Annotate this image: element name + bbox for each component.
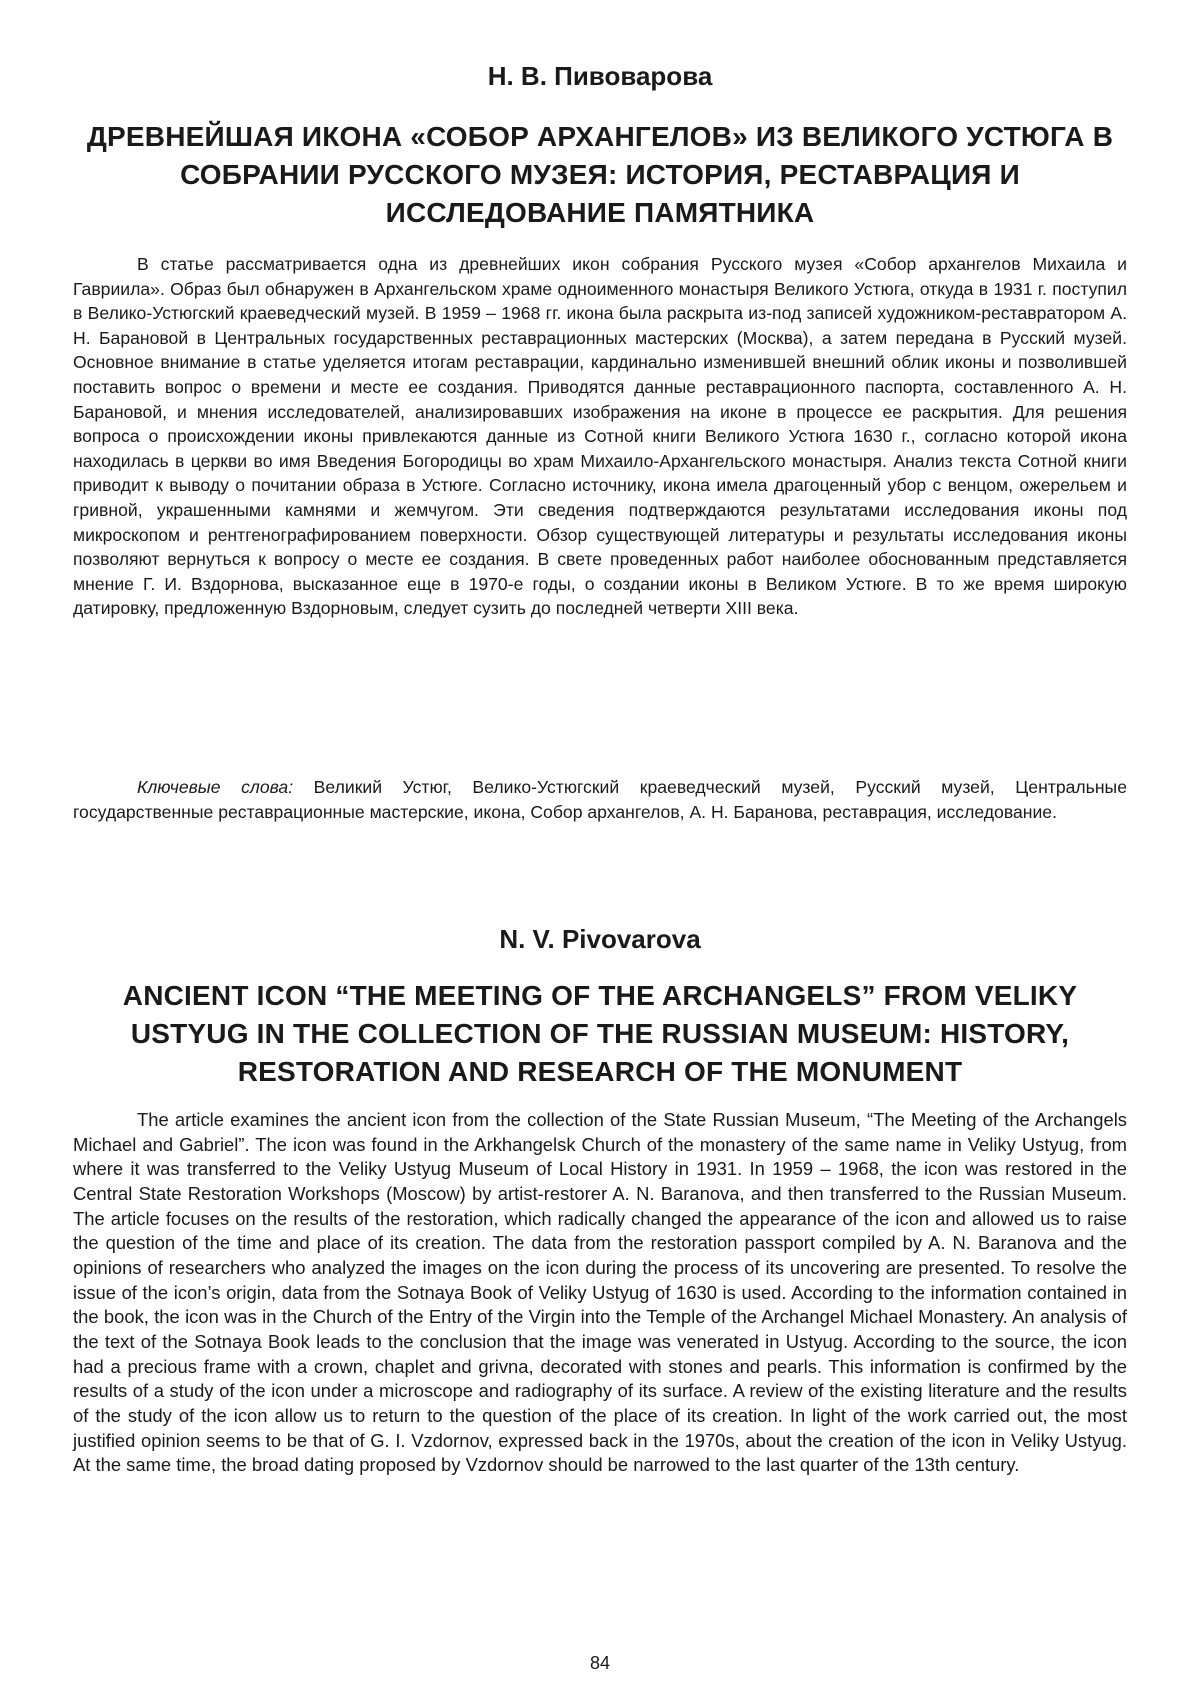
russian-abstract: В статье рассматривается одна из древнейших икон собрания Русского музея «Собор архангелов Михаила и Гавриила». Образ был обнаружен в Архангельском храме одноименного монастыря Великого Устюга, откуда в 1931 г. поступил в Велико-Устюгский краеведческий музей. В 1959 – 1968 гг. икона была раскрыта из-под записей художником-реставратором А. Н. Барановой в Центральных государственных реставрационных мастерских (Москва), а затем передана в Русский музей. Основное внимание в статье уделяется итогам реставрации, кардинально изменившей внешний облик иконы и позволившей поставить вопрос о времени и месте ее создания. Приводятся данные реставрационного паспорта, составленного А. Н. Барановой, и мнения исследователей, анализировавших изображения на иконе в процессе ее раскрытия. Для решения вопроса о происхождении иконы привлекаются данные из Сотной книги Великого Устюга 1630 г., согласно которой икона находилась в церкви во имя Введения Богородицы во храм Михаило-Архангельского монастыря. Анализ текста Сотной книги приводит к выводу о почитании образа в Устюге. Согласно источнику, икона имела драгоценный убор с венцом, ожерельем и гривной, украшенными камнями и жемчугом. Эти сведения подтверждаются результатами исследования иконы под микроскопом и рентгенографированием поверхности. Обзор существующей литературы и результаты исследования иконы позволяют вернуться к вопросу о месте ее создания. В свете проведенных работ наиболее обоснованным представляется мнение Г. И. Вздорнова, высказанное еще в 1970-е годы, о создании иконы в Великом Устюге. В то же время широкую датировку, предложенную Вздорновым, следует сузить до последней четверти XIII века. [73,254,1127,619]
english-abstract: The article examines the ancient icon from the collection of the State Russian Museum, “The Meeting of the Archangels Michael and Gabriel”. The icon was found in the Arkhangelsk Church of the monastery of the same name in Veliky Ustyug, from where it was transferred to the Veliky Ustyug Museum of Local History in 1931. In 1959 – 1968, the icon was restored in the Central State Restoration Workshops (Moscow) by artist-restorer A. N. Baranova, and then transferred to the Russian Museum. The article focuses on the results of the restoration, which radically changed the appearance of the icon and allowed us to raise the question of the time and place of its creation. The data from the restoration passport compiled by A. N. Baranova and the opinions of researchers who analyzed the images on the icon during the process of its uncovering are presented. To resolve the issue of the icon’s origin, data from the Sotnaya Book of Veliky Ustyug of 1630 is used. According to the information contained in the book, the icon was in the Church of the Entry of the Virgin into the Temple of the Archangel Michael Monastery. An analysis of the text of the Sotnaya Book leads to the conclusion that the image was venerated in Ustyug. According to the source, the icon had a precious frame with a crown, chaplet and grivna, decorated with stones and pearls. This information is confirmed by the results of a study of the icon under a microscope and radiography of its surface. A review of the existing literature and the results of the study of the icon allow us to return to the question of the place of its creation. In light of the work carried out, the most justified opinion seems to be that of G. I. Vzdornov, expressed back in the 1970s, about the creation of the icon in Veliky Ustyug. At the same time, the broad dating proposed by Vzdornov should be narrowed to the last quarter of the 13th century. [73,1109,1127,1476]
english-author: N. V. Pivovarova [499,924,701,954]
russian-author: Н. В. Пивоварова [487,61,713,91]
russian-keywords [73,775,1127,824]
keywords-text: Великий Устюг, Велико-Устюгский краеведческий музей, Русский музей, Центральные государственные реставрационные мастерские, икона, Собор архангелов, А. Н. Баранова, реставрация, исследование. [73,777,1127,822]
page-number: 84 [589,1653,611,1673]
russian-title: ДРЕВНЕЙШАЯ ИКОНА «СОБОР АРХАНГЕЛОВ» ИЗ ВЕЛИКОГО УСТЮГА В СОБРАНИИ РУССКОГО МУЗЕЯ: ИСТОРИЯ, РЕСТАВРАЦИЯ И ИССЛЕДОВАНИЕ ПАМЯТНИКА [86,121,1114,228]
english-title: ANCIENT ICON “THE MEETING OF THE ARCHANGELS” FROM VELIKY USTYUG IN THE COLLECTION OF THE RUSSIAN MUSEUM: HISTORY, RESTORATION AND RESEARCH OF THE MONUMENT [122,980,1078,1087]
keywords-label: Ключевые слова: [137,777,294,797]
